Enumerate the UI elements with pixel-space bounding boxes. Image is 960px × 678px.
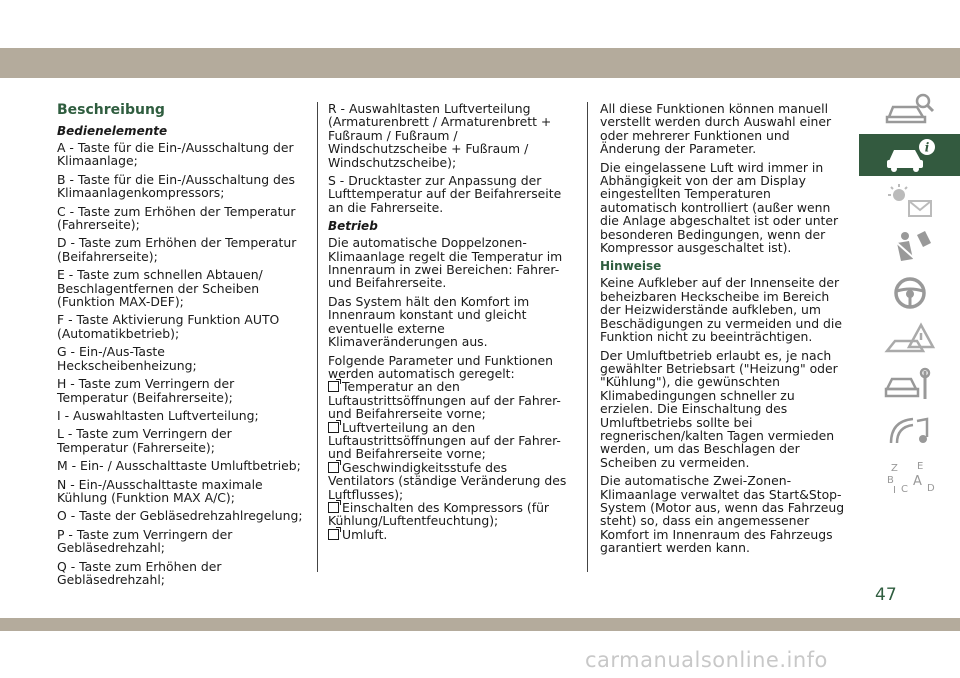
warning-road-icon — [883, 321, 937, 357]
list-item: G - Ein-/Aus-Taste Heckscheibenheizung; — [57, 344, 197, 373]
car-info-icon — [883, 137, 937, 173]
paragraph: Die automatische Doppelzonen-Klimaanlage regelt die Temperatur im Innenraum in zwei Bereichen: Fahrer- und Beifahrerseite. — [328, 235, 563, 291]
column-2 — [328, 102, 576, 541]
chapter-tabs — [859, 88, 960, 502]
list-item: C - Taste zum Erhöhen der Temperatur (Fahrerseite); — [57, 203, 296, 233]
column-1 — [57, 102, 305, 591]
tab-alphabet-index[interactable] — [859, 456, 960, 498]
bottom-band — [0, 618, 960, 631]
seat-safety-icon — [883, 229, 937, 265]
note: Der Umluftbetrieb erlaubt es, je nach gewählter Betriebsart ("Heizung" oder "Kühlung"), die gewünschten Klimabedingungen schneller zu erzielen. Die Einschaltung des Umluftbetriebs sollte bei regnerischen/kalten Tagen vermieden werden, um das Beschlagen der Scheiben zu vermeiden. — [600, 347, 838, 470]
tab-car-info[interactable] — [859, 134, 960, 176]
tab-car-search[interactable] — [859, 88, 960, 130]
svg-text:I: I — [892, 485, 896, 495]
svg-text:D: D — [926, 483, 935, 494]
paragraph: Das System hält den Komfort im Innenraum konstant und gleicht eventuelle externe Klimaveränderungen aus. — [328, 293, 530, 350]
list-item: N - Ein-/Ausschalttaste maximale Kühlung (Funktion MAX A/C); — [57, 476, 263, 505]
list-item: E - Taste zum schnellen Abtauen/ Beschlagentfernen der Scheiben (Funktion MAX-DEF); — [57, 267, 263, 310]
list-item: H - Taste zum Verringern der Temperatur (Beifahrerseite); — [57, 376, 235, 405]
list-item: B - Taste für die Ein-/Ausschaltung des Klimaanlagenkompressors; — [57, 171, 295, 201]
column-3 — [600, 102, 848, 560]
column-divider — [317, 102, 318, 572]
svg-text:Z: Z — [890, 463, 898, 474]
bullet-item: Umluft. — [328, 528, 576, 541]
top-band — [0, 48, 960, 78]
car-search-icon — [883, 91, 937, 127]
list-item: F - Taste Aktivierung Funktion AUTO (Automatikbetrieb); — [57, 312, 280, 341]
steering-wheel-icon — [883, 275, 937, 311]
paragraph: Die eingelassene Luft wird immer in Abhängigkeit von der am Display eingestellten Temperaturen automatisch kontrolliert (außer wenn die Anlage abgeschaltet ist oder unter besonderen Bedingungen, wenn der Kompressor ausgeschaltet ist). — [600, 159, 839, 256]
bullet-item: Luftverteilung an den Luftaustrittsöffnungen auf der Fahrer- und Beifahrerseite vorne; — [328, 419, 561, 462]
list-item: M - Ein- / Ausschalttaste Umluftbetrieb; — [57, 458, 301, 474]
tab-media-music[interactable] — [859, 410, 960, 452]
tab-car-tools[interactable] — [859, 364, 960, 406]
page-number: 47 — [875, 585, 897, 605]
car-tools-icon — [883, 367, 937, 403]
lights-message-icon — [883, 183, 937, 219]
list-item: Q - Taste zum Erhöhen der Gebläsedrehzahl; — [57, 558, 222, 587]
svg-text:B: B — [886, 475, 894, 486]
list-item: I - Auswahltasten Luftverteilung; — [57, 407, 259, 423]
subheading-operation: Betrieb — [328, 219, 378, 234]
svg-text:C: C — [900, 484, 908, 495]
list-item: P - Taste zum Verringern der Gebläsedrehzahl; — [57, 526, 233, 556]
note: Die automatische Zwei-Zonen-Klimaanlage verwaltet das Start&Stop-System (Motor aus, wenn das Fahrzeug steht) so, dass ein angemessener Komfort im Innenraum des Fahrzeugs garantiert werden kann. — [600, 473, 845, 556]
list-item: D - Taste zum Erhöhen der Temperatur (Beifahrerseite); — [57, 235, 297, 264]
svg-text:A: A — [912, 474, 922, 489]
svg-text:i: i — [924, 140, 929, 155]
checkbox-bullet-icon — [328, 462, 339, 473]
list-item: A - Taste für die Ein-/Ausschaltung der Klimaanlage; — [57, 140, 294, 169]
alphabet-index-icon — [883, 459, 937, 495]
list-item: O - Taste der Gebläsedrehzahlregelung; — [57, 508, 303, 524]
section-heading: Beschreibung — [57, 102, 165, 118]
bullet-item: Temperatur an den Luftaustrittsöffnungen auf der Fahrer- und Beifahrerseite vorne; — [328, 379, 561, 422]
tab-warning-road[interactable] — [859, 318, 960, 360]
paragraph: All diese Funktionen können manuell verstellt werden durch Auswahl einer oder mehrerer Funktionen und Änderung der Parameter. — [600, 101, 832, 157]
tab-seat-safety[interactable] — [859, 226, 960, 268]
checkbox-bullet-icon — [328, 502, 339, 513]
bullet-item: Einschalten des Kompressors (für Kühlung/Luftentfeuchtung); — [328, 499, 550, 529]
bullet-item: Geschwindigkeitsstufe des Ventilators (ständige Veränderung des Luftflusses); — [328, 459, 567, 502]
column-divider — [587, 102, 588, 572]
checkbox-bullet-icon — [328, 529, 339, 540]
tab-lights-message[interactable] — [859, 180, 960, 222]
list-item: L - Taste zum Verringern der Temperatur (Fahrerseite); — [57, 426, 232, 455]
checkbox-bullet-icon — [328, 422, 339, 433]
subheading-controls: Bedienelemente — [57, 124, 168, 138]
watermark: carmanualsonline.info — [585, 648, 828, 672]
note: Keine Aufkleber auf der Innenseite der beheizbaren Heckscheibe im Bereich der Heizwiderstände aufkleben, um Beschädigungen zu vermeiden und die Funktion nicht zu beeinträchtigen. — [600, 275, 842, 345]
media-music-icon — [883, 413, 937, 449]
paragraph: Folgende Parameter und Funktionen werden automatisch geregelt: — [328, 352, 553, 381]
checkbox-bullet-icon — [328, 381, 339, 392]
list-item: S - Drucktaster zur Anpassung der Lufttemperatur auf der Beifahrerseite an die Fahrerseite. — [328, 173, 562, 215]
tab-steering-wheel[interactable] — [859, 272, 960, 314]
list-item: R - Auswahltasten Luftverteilung (Armaturenbrett / Armaturenbrett + Fußraum / Fußraum / Windschutzscheibe + Fußraum / Windschutzscheibe); — [328, 101, 552, 170]
svg-text:E: E — [916, 461, 923, 472]
subheading-notes: Hinweise — [600, 259, 662, 274]
